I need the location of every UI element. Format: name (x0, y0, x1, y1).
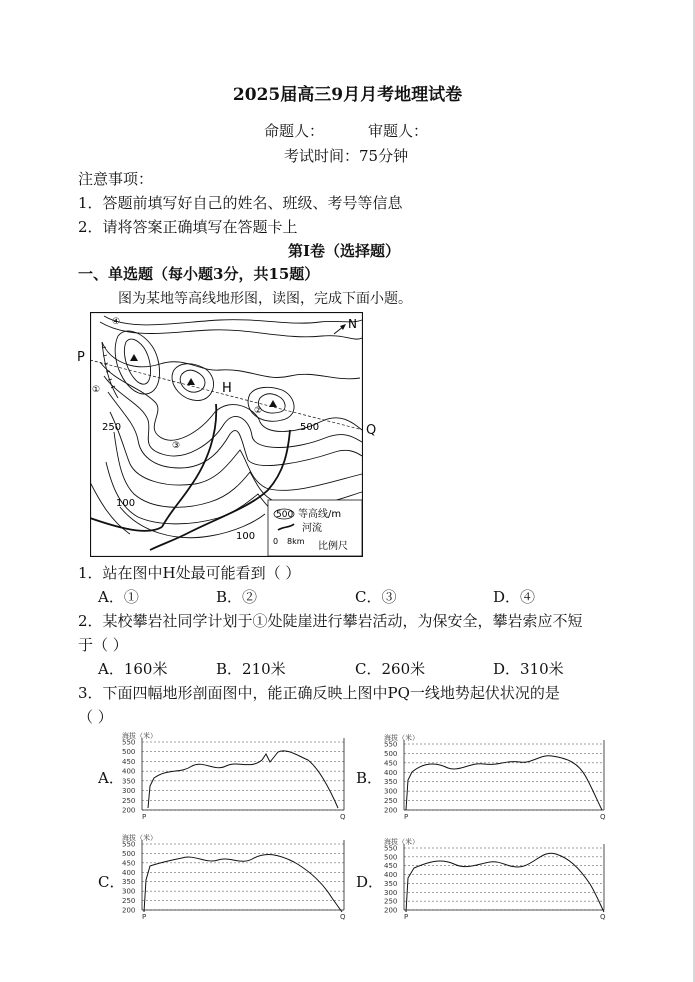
profile-tick-label: 450 (384, 862, 398, 871)
contour-label-500: 500 (300, 422, 320, 433)
profile-tick-label: 250 (122, 897, 136, 906)
note-item: 1．答题前填写好自己的姓名、班级、考号等信息 (78, 194, 403, 212)
profile-tick-label: 400 (122, 767, 136, 776)
q2-option-b: B．210米 (216, 660, 286, 678)
profile-tick-label: 400 (384, 768, 398, 777)
legend-scale-zero: 0 (273, 537, 279, 546)
profile-end-label: Q (340, 813, 346, 820)
profile-tick-label: 500 (384, 749, 398, 758)
profile-tick-label: 500 (122, 849, 136, 858)
profile-curve (144, 855, 342, 912)
label-four: ④ (112, 317, 121, 327)
profile-tick-label: 550 (122, 738, 136, 747)
profile-ylabel: 海拔（米） (384, 734, 419, 742)
exam-title: 2025届高三9月月考地理试卷 (232, 85, 463, 105)
profile-tick-label: 250 (122, 796, 136, 805)
question-2-stem: 2．某校攀岩社同学计划于①处陡崖进行攀岩活动，为保安全，攀岩索应不短 (78, 612, 583, 630)
profile-tick-label: 400 (384, 871, 398, 880)
q3-option-b: B． (356, 769, 383, 787)
profile-start-label: P (142, 913, 147, 920)
profile-tick-label: 550 (384, 844, 398, 853)
q2-option-a: A．160米 (98, 660, 168, 678)
profile-end-label: Q (600, 913, 606, 920)
notes-heading: 注意事项： (78, 170, 154, 188)
q3-option-c: C． (98, 873, 125, 891)
q1-option-b: B．② (216, 588, 258, 606)
profile-tick-label: 300 (384, 787, 398, 796)
profile-tick-label: 450 (122, 859, 136, 868)
profile-tick-label: 350 (122, 777, 136, 786)
profile-tick-label: 550 (122, 840, 136, 849)
profile-tick-label: 350 (384, 879, 398, 888)
contour-label-100: 100 (116, 498, 136, 509)
q2-option-d: D．310米 (493, 660, 564, 678)
legend-scale: 比例尺 (318, 541, 348, 552)
profile-curve (406, 853, 604, 912)
profile-ylabel: 海拔（米） (384, 838, 419, 846)
profile-tick-label: 350 (122, 878, 136, 887)
profile-curve (148, 751, 338, 808)
volume-title: 第Ⅰ卷（选择题） (288, 242, 401, 260)
profile-chart-d (380, 836, 608, 920)
question-intro: 图为某地等高线地形图，读图，完成下面小题。 (118, 291, 412, 307)
q1-option-d: D．④ (493, 588, 536, 606)
reviewer-label: 审题人： (368, 122, 429, 140)
q3-option-d: D． (356, 873, 384, 891)
profile-tick-label: 450 (122, 757, 136, 766)
question-3-stem: 3．下面四幅地形剖面图中，能正确反映上图中PQ一线地势起伏状况的是 (78, 684, 560, 702)
profile-tick-label: 200 (122, 906, 136, 915)
legend-scale-dist: 8km (287, 537, 305, 546)
label-three: ③ (172, 441, 181, 451)
q1-option-a: A．① (98, 588, 139, 606)
point-q: Q (366, 423, 377, 438)
profile-tick-label: 300 (122, 887, 136, 896)
profile-start-label: P (142, 813, 147, 820)
point-h: H (222, 381, 232, 396)
note-item: 2．请将答案正确填写在答题卡上 (78, 218, 298, 236)
profile-tick-label: 200 (384, 906, 398, 915)
profile-tick-label: 350 (384, 778, 398, 787)
profile-tick-label: 500 (122, 748, 136, 757)
contour-label-100: 100 (236, 531, 256, 542)
label-two: ② (254, 406, 263, 416)
q3-option-a: A． (98, 769, 124, 787)
profile-chart-a (118, 730, 348, 820)
profile-curve (406, 756, 602, 810)
profile-tick-label: 550 (384, 740, 398, 749)
exam-time: 考试时间：75分钟 (284, 147, 409, 165)
contour-map (90, 312, 363, 557)
profile-tick-label: 200 (384, 806, 398, 815)
legend-river: 河流 (302, 523, 322, 534)
profile-tick-label: 200 (122, 806, 136, 815)
profile-ylabel: 海拔（米） (122, 732, 157, 740)
q1-option-c: C．③ (355, 588, 397, 606)
profile-tick-label: 450 (384, 759, 398, 768)
profile-tick-label: 400 (122, 868, 136, 877)
profile-tick-label: 500 (384, 853, 398, 862)
point-p: P (77, 350, 85, 365)
profile-start-label: P (404, 813, 409, 820)
profile-start-label: P (404, 913, 409, 920)
q2-option-c: C．260米 (355, 660, 426, 678)
profile-chart-c (118, 832, 348, 920)
profile-tick-label: 250 (384, 897, 398, 906)
question-3-stem-cont: （ ） (78, 708, 113, 726)
profile-tick-label: 300 (384, 888, 398, 897)
legend-contour: 等高线/m (298, 509, 342, 520)
question-2-stem-cont: 于（ ） (78, 636, 128, 654)
profile-chart-b (380, 732, 608, 820)
profile-ylabel: 海拔（米） (122, 834, 157, 842)
legend-sample: 500 (276, 510, 294, 520)
setter-label: 命题人： (264, 122, 325, 140)
question-1-stem: 1．站在图中H处最可能看到（ ） (78, 564, 301, 582)
profile-end-label: Q (600, 813, 606, 820)
profile-tick-label: 300 (122, 787, 136, 796)
profile-tick-label: 250 (384, 797, 398, 806)
profile-end-label: Q (340, 913, 346, 920)
north-label: N (348, 317, 357, 331)
contour-label-250: 250 (102, 422, 122, 433)
part-title: 一、单选题（每小题3分，共15题） (78, 265, 320, 283)
label-one: ① (92, 385, 101, 395)
